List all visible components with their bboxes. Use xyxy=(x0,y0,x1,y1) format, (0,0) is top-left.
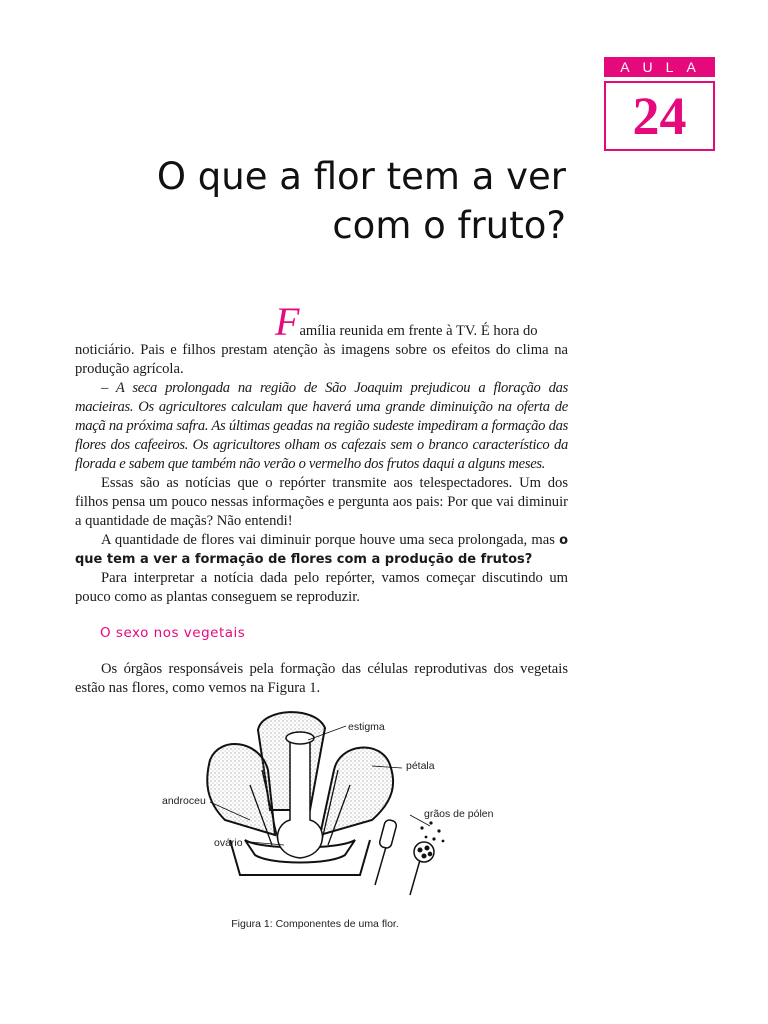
pollen-grains xyxy=(420,821,444,842)
intro-paragraph-5: Para interpretar a notícia dada pelo repórter, vamos começar discutindo um pouco como as plantas conseguem se reproduzir. xyxy=(75,570,568,605)
section-heading: O sexo nos vegetais xyxy=(100,625,246,641)
lesson-label: AULA xyxy=(604,57,715,77)
label-ovario: ovário xyxy=(214,837,243,849)
title-line-1: O que a flor tem a ver xyxy=(156,155,566,198)
section-text xyxy=(75,660,568,698)
news-dash: – xyxy=(101,380,108,396)
intro-first-rest: amília reunida em frente à TV. É hora do xyxy=(299,323,538,339)
key-question: o que tem a ver a formação de flores com a produção de frutos? xyxy=(75,533,568,567)
loose-stamen xyxy=(375,819,397,885)
lesson-number: 24 xyxy=(604,81,715,151)
intro-first-line xyxy=(75,299,568,344)
label-androceu: androceu xyxy=(162,795,206,807)
label-estigma: estigma xyxy=(348,721,385,733)
label-petala: pétala xyxy=(406,760,435,772)
flower-diagram xyxy=(150,700,550,910)
intro-paragraph-1: noticiário. Pais e filhos prestam atenção às imagens sobre os efeitos do clima na produção agrícola. xyxy=(75,342,568,377)
intro-paragraph-3: Essas são as notícias que o repórter transmite aos telespectadores. Um dos filhos pensa um pouco nessas informações e pergunta aos pais: Por que vai diminuir a quantidade de maçãs? Não entendi! xyxy=(75,475,568,529)
section-paragraph-1: Os órgãos responsáveis pela formação das células reprodutivas dos vegetais estão nas flores, como vemos na Figura 1. xyxy=(75,661,568,696)
page-title xyxy=(100,152,566,250)
p4-start: A quantidade de flores vai diminuir porque houve uma seca prolongada, mas xyxy=(101,532,555,548)
lesson-badge xyxy=(604,57,715,151)
title-line-2: com o fruto? xyxy=(332,204,566,247)
intro-paragraph-4 xyxy=(75,531,568,569)
figure-caption: Figura 1: Componentes de uma flor. xyxy=(231,918,399,930)
pollen-stamen xyxy=(410,842,434,895)
news-paragraph xyxy=(75,379,568,474)
label-graos-de-polen: grãos de pólen xyxy=(424,808,494,820)
intro-text xyxy=(75,299,568,607)
dropcap: F xyxy=(275,299,300,344)
news-text: A seca prolongada na região de São Joaquim prejudicou a floração das macieiras. Os agricultores calculam que haverá uma grande diminuição na oferta de maçã na próxima safra. As últimas geadas na região sudeste impediram a formação das flores dos cafeeiros. Os agricultores olham os cafezais sem o branco característico da florada e sabem que também não verão o vermelho dos frutos daqui a alguns meses. xyxy=(75,380,568,472)
